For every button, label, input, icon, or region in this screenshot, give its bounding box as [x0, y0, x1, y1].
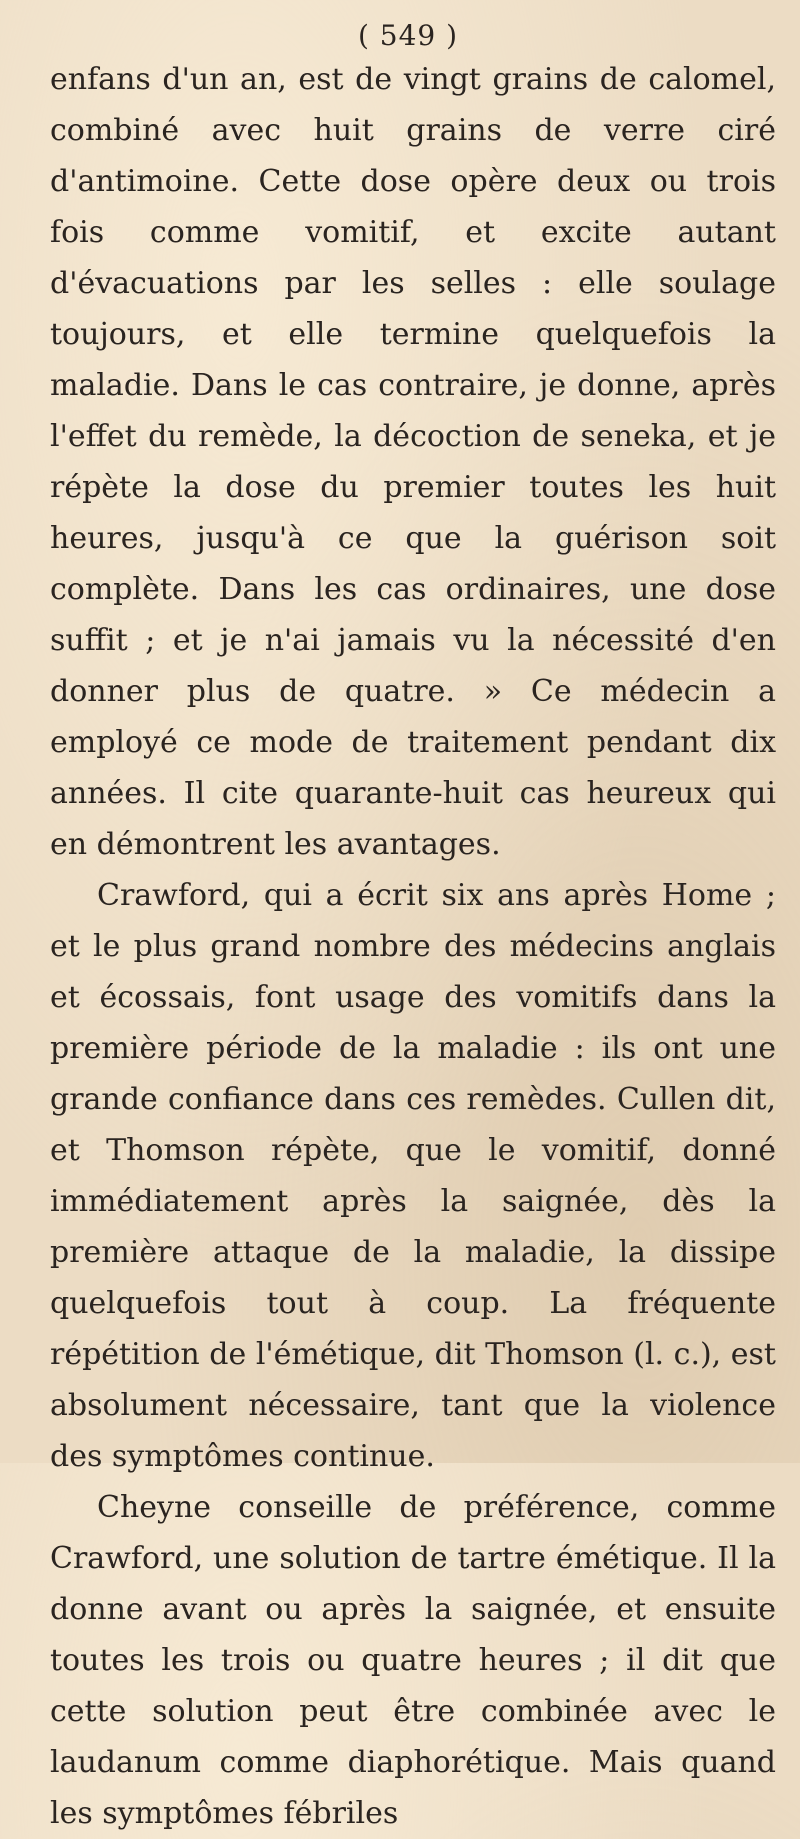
paragraph-cheyne: Cheyne conseille de préférence, comme Crawford, une solution de tartre émétique. Il la donne avant ou après la saignée, et ensuite toutes les trois ou quatre heures ; il dit que cette solution peut être combinée avec le laudanum comme diaphorétique. Mais quand les symptômes fébriles — [50, 1490, 776, 1831]
page-number: ( 549 ) — [357, 19, 459, 52]
paragraph-continuation: enfans d'un an, est de vingt grains de calomel, combiné avec huit grains de verre ciré d'antimoine. Cette dose opère deux ou trois fois comme vomitif, et excite autant d'évacuations par les selles : elle soulage toujours, et elle termine quelquefois la maladie. Dans le cas contraire, je donne, après l'effet du remède, la décoction de seneka, et je répète la dose du premier toutes les huit heures, jusqu'à ce que la guérison soit complète. Dans les cas ordinaires, une dose suffit ; et je n'ai jamais vu la nécessité d'en donner plus de quatre. » Ce médecin a employé ce mode de traitement pendant dix années. Il cite quarante-huit cas heureux qui en démontrent les avantages. — [50, 62, 776, 862]
paragraph-crawford: Crawford, qui a écrit six ans après Home ; et le plus grand nombre des médecins anglais et écossais, font usage des vomitifs dans la première période de la maladie : ils ont une grande confiance dans ces remèdes. Cullen dit, et Thomson répète, que le vomitif, donné immédiatement après la saignée, dès la première attaque de la maladie, la dissipe quelquefois tout à coup. La fréquente répétition de l'émétique, dit Thomson (l. c.), est absolument nécessaire, tant que la violence des symptômes continue. — [50, 878, 776, 1474]
body-text — [50, 54, 776, 1839]
